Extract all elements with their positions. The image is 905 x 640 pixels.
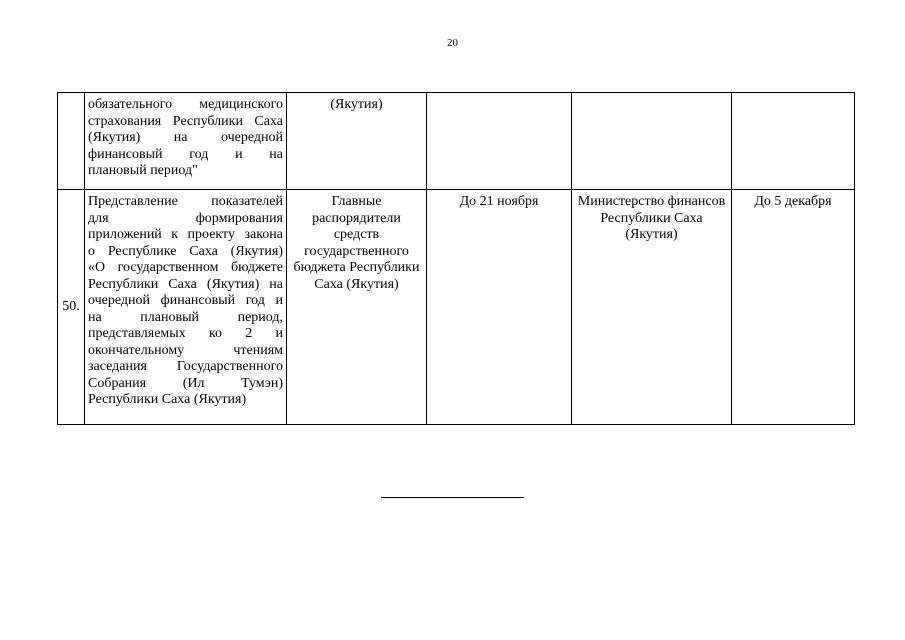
task-description-cell (85, 190, 287, 425)
task-line: страхования Республики Саха (88, 113, 283, 129)
receiver-cell (572, 93, 732, 190)
final-deadline-cell: До 5 декабря (732, 190, 855, 425)
page-number: 20 (447, 37, 458, 49)
task-line: окончательному чтениям (88, 342, 283, 358)
task-line: Представление показателей (88, 194, 283, 209)
task-line: представляемых ко 2 и (88, 326, 283, 341)
task-line: приложений к проекту закона (88, 227, 283, 242)
task-description-cell (85, 93, 287, 190)
task-line: Республики Саха (Якутия) на (88, 276, 283, 292)
schedule-table (57, 92, 855, 425)
responsible-cell: (Якутия) (287, 93, 427, 190)
task-line: очередной финансовый год и (88, 293, 283, 308)
deadline-cell (427, 93, 572, 190)
task-line: Республики Саха (Якутия) (88, 392, 247, 407)
task-line: на плановый период, (88, 309, 283, 325)
responsible-cell: Главные распорядители средств государственного бюджета Республики Саха (Якутия) (287, 190, 427, 425)
task-line: «О государственном бюджете (88, 260, 283, 275)
task-line: о Республике Саха (Якутия) (88, 243, 283, 259)
row-number-cell: 50. (58, 190, 85, 425)
receiver-cell: Министерство финансов Республики Саха (Якутия) (572, 190, 732, 425)
task-line: финансовый год и на (88, 146, 283, 162)
table-row (58, 93, 855, 190)
task-line: плановый период" (88, 163, 198, 178)
task-line: (Якутия) на очередной (88, 130, 283, 145)
final-deadline-cell (732, 93, 855, 190)
end-of-document-rule (381, 497, 524, 498)
table-row (58, 190, 855, 425)
task-line: заседания Государственного (88, 359, 283, 374)
deadline-cell: До 21 ноября (427, 190, 572, 425)
task-line: Собрания (Ил Тумэн) (88, 375, 283, 391)
task-line: обязательного медицинского (88, 97, 283, 112)
row-number-cell (58, 93, 85, 190)
task-line: для формирования (88, 210, 283, 226)
